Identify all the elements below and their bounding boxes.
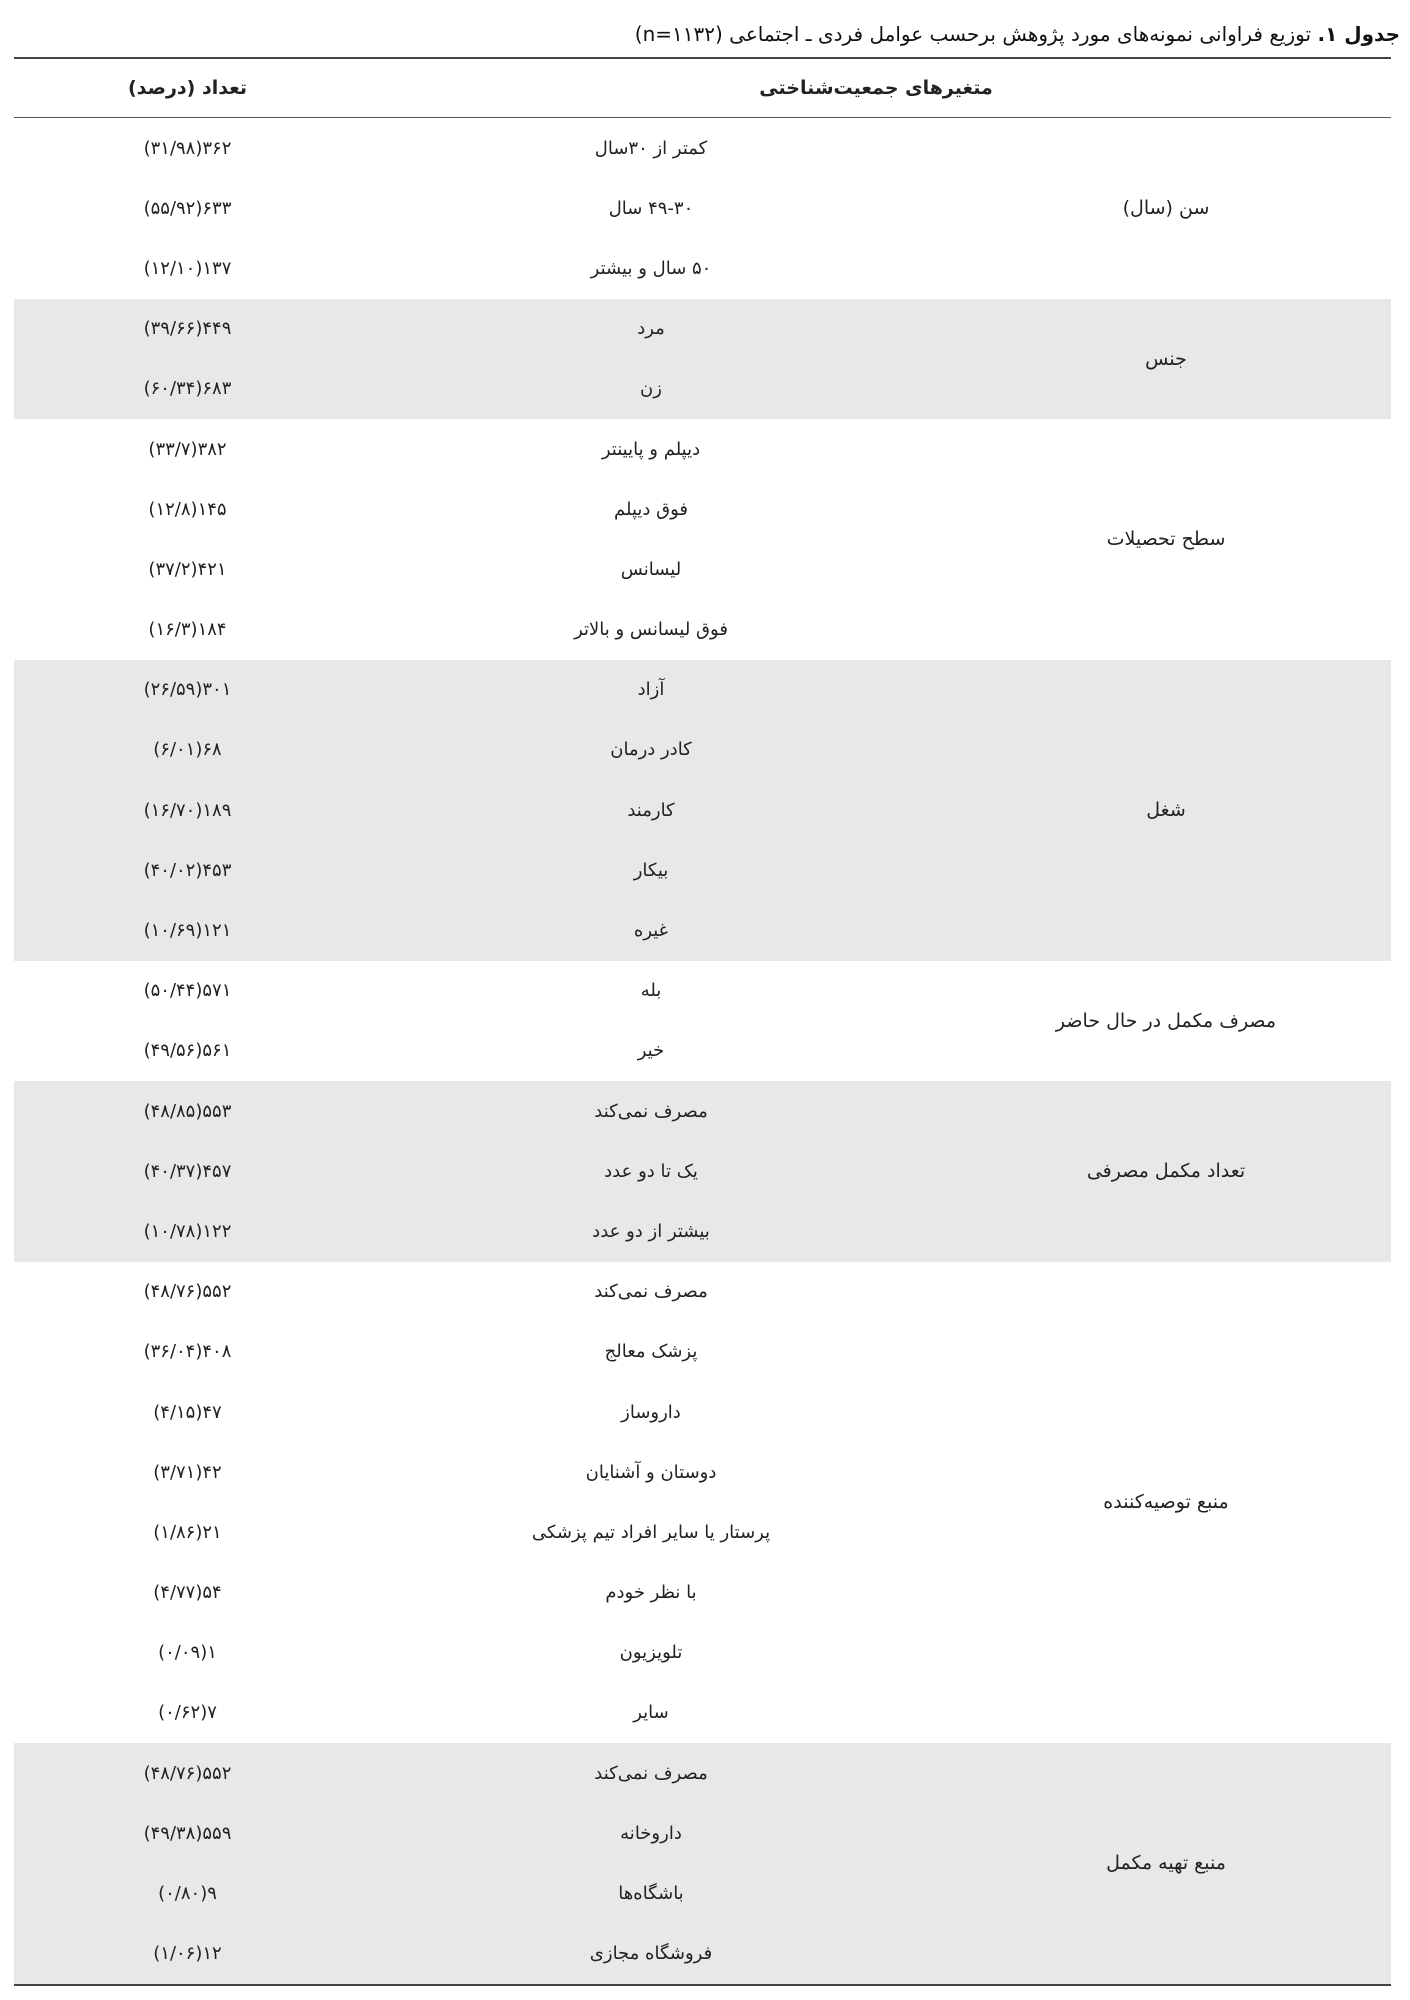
category-cell: مصرف نمی‌کند [594,1762,708,1784]
category-cell: دیپلم و پایینتر [601,438,701,460]
caption-label: جدول ۱. [1317,22,1400,46]
group-label: تعداد مکمل مصرفی [1086,1160,1246,1183]
table-caption [10,14,1400,54]
count-percent-cell: ۵۵۳(۴۸/۸۵) [143,1100,232,1122]
category-cell: مصرف نمی‌کند [594,1100,708,1122]
table-group [14,118,1391,299]
category-cell: باشگاه‌ها [618,1883,684,1905]
table-row [14,1322,941,1382]
group-rows [14,419,941,660]
header-variables: متغیرهای جمعیت‌شناختی [759,77,993,99]
category-cell: داروساز [621,1401,681,1423]
table-group [14,1081,1391,1262]
count-percent-cell: ۵۷۱(۵۰/۴۴) [143,980,232,1002]
group-label: شغل [1146,799,1186,822]
table-row [14,299,941,359]
category-cell: خیر [637,1040,665,1062]
category-cell: مصرف نمی‌کند [594,1281,708,1303]
category-cell: یک تا دو عدد [604,1160,698,1182]
demographics-table [14,57,1391,1986]
table-row [14,1021,941,1081]
category-cell: فوق دیپلم [614,498,688,520]
category-cell: لیسانس [620,558,682,580]
table-row [14,720,941,780]
count-percent-cell: ۳۶۲(۳۱/۹۸) [143,137,232,159]
category-cell: پزشک معالج [604,1341,698,1363]
count-percent-cell: ۶۸۳(۶۰/۳۴) [143,378,232,400]
table-row [14,238,941,298]
table-row [14,1743,941,1803]
count-percent-cell: ۶۸(۶/۰۱) [153,739,222,761]
category-cell: آزاد [637,679,665,701]
count-percent-cell: ۵۵۲(۴۸/۷۶) [143,1281,232,1303]
group-rows [14,1081,941,1262]
count-percent-cell: ۳۸۲(۳۳/۷) [148,438,227,460]
category-cell: کادر درمان [610,739,692,761]
table-row [14,118,941,178]
table-row [14,600,941,660]
category-cell: غیره [633,920,669,942]
table-group [14,419,1391,660]
count-percent-cell: ۱(۰/۰۹) [158,1642,217,1664]
category-cell: سایر [633,1702,669,1724]
table-row [14,1863,941,1923]
category-cell: دوستان و آشنایان [585,1461,717,1483]
table-row [14,1201,941,1261]
category-cell: داروخانه [620,1822,682,1844]
group-rows [14,1262,941,1744]
group-label: منبع تهیه مکمل [1106,1852,1226,1875]
count-percent-cell: ۱۸۴(۱۶/۳) [148,619,227,641]
header-count: تعداد (درصد) [127,77,248,99]
category-cell: کارمند [627,799,675,821]
count-percent-cell: ۶۳۳(۵۵/۹۲) [143,197,232,219]
table-row [14,1563,941,1623]
category-cell: فروشگاه مجازی [589,1943,713,1965]
category-cell: کمتر از ۳۰سال [594,137,708,159]
group-label: منبع توصیه‌کننده [1103,1491,1229,1514]
category-cell: ۴۹-۳۰ سال [608,197,694,219]
count-percent-cell: ۹(۰/۸۰) [158,1883,217,1905]
category-cell: مرد [637,318,665,340]
group-rows [14,961,941,1081]
count-percent-cell: ۱۲۱(۱۰/۶۹) [143,920,232,942]
group-rows [14,660,941,961]
count-percent-cell: ۴۵۳(۴۰/۰۲) [143,859,232,881]
category-cell: بیشتر از دو عدد [592,1220,710,1242]
table-row [14,419,941,479]
count-percent-cell: ۴۴۹(۳۹/۶۶) [143,318,232,340]
table-row [14,178,941,238]
table-header-row [14,59,1391,118]
count-percent-cell: ۱۸۹(۱۶/۷۰) [143,799,232,821]
table-row [14,1081,941,1141]
group-label: سن (سال) [1122,197,1210,220]
count-percent-cell: ۴۰۸(۳۶/۰۴) [143,1341,232,1363]
group-label: سطح تحصیلات [1106,528,1226,551]
count-percent-cell: ۴۷(۴/۱۵) [153,1401,222,1423]
count-percent-cell: ۵۶۱(۴۹/۵۶) [143,1040,232,1062]
table-row [14,1262,941,1322]
count-percent-cell: ۷(۰/۶۲) [158,1702,217,1724]
caption-text: توزیع فراوانی نمونه‌های مورد پژوهش برحسب عوامل فردی ـ اجتماعی (n=۱۱۳۲) [634,22,1312,46]
count-percent-cell: ۴۵۷(۴۰/۳۷) [143,1160,232,1182]
table-group [14,660,1391,961]
category-cell: فوق لیسانس و بالاتر [574,619,728,641]
count-percent-cell: ۴۲(۳/۷۱) [153,1461,222,1483]
group-label: جنس [1145,347,1187,370]
count-percent-cell: ۱۳۷(۱۲/۱۰) [143,257,232,279]
count-percent-cell: ۲۱(۱/۸۶) [153,1521,222,1543]
table-row [14,359,941,419]
table-row [14,780,941,840]
table-group [14,299,1391,419]
group-rows [14,118,941,299]
count-percent-cell: ۱۴۵(۱۲/۸) [148,498,227,520]
category-cell: بله [640,980,662,1002]
table-row [14,1924,941,1984]
category-cell: ۵۰ سال و بیشتر [590,257,712,279]
table-row [14,1502,941,1562]
table-row [14,1141,941,1201]
category-cell: بیکار [633,859,669,881]
table-group [14,1743,1391,1984]
count-percent-cell: ۱۲۲(۱۰/۷۸) [143,1220,232,1242]
category-cell: زن [640,378,662,400]
category-cell: تلویزیون [619,1642,683,1664]
table-row [14,479,941,539]
count-percent-cell: ۴۲۱(۳۷/۲) [148,558,227,580]
table-row [14,1683,941,1743]
count-percent-cell: ۳۰۱(۲۶/۵۹) [143,679,232,701]
table-body [14,118,1391,1984]
group-label: مصرف مکمل در حال حاضر [1055,1009,1277,1032]
table-row [14,900,941,960]
table-group [14,1262,1391,1744]
count-percent-cell: ۵۵۹(۴۹/۳۸) [143,1822,232,1844]
table-row [14,539,941,599]
table-row [14,1382,941,1442]
count-percent-cell: ۵۵۲(۴۸/۷۶) [143,1762,232,1784]
count-percent-cell: ۱۲(۱/۰۶) [153,1943,222,1965]
table-row [14,961,941,1021]
category-cell: با نظر خودم [605,1582,697,1604]
count-percent-cell: ۵۴(۴/۷۷) [153,1582,222,1604]
table-row [14,1623,941,1683]
table-row [14,1442,941,1502]
group-rows [14,1743,941,1984]
table-row [14,1803,941,1863]
category-cell: پرستار یا سایر افراد تیم پزشکی [531,1521,771,1543]
group-rows [14,299,941,419]
table-group [14,961,1391,1081]
table-row [14,660,941,720]
table-row [14,840,941,900]
